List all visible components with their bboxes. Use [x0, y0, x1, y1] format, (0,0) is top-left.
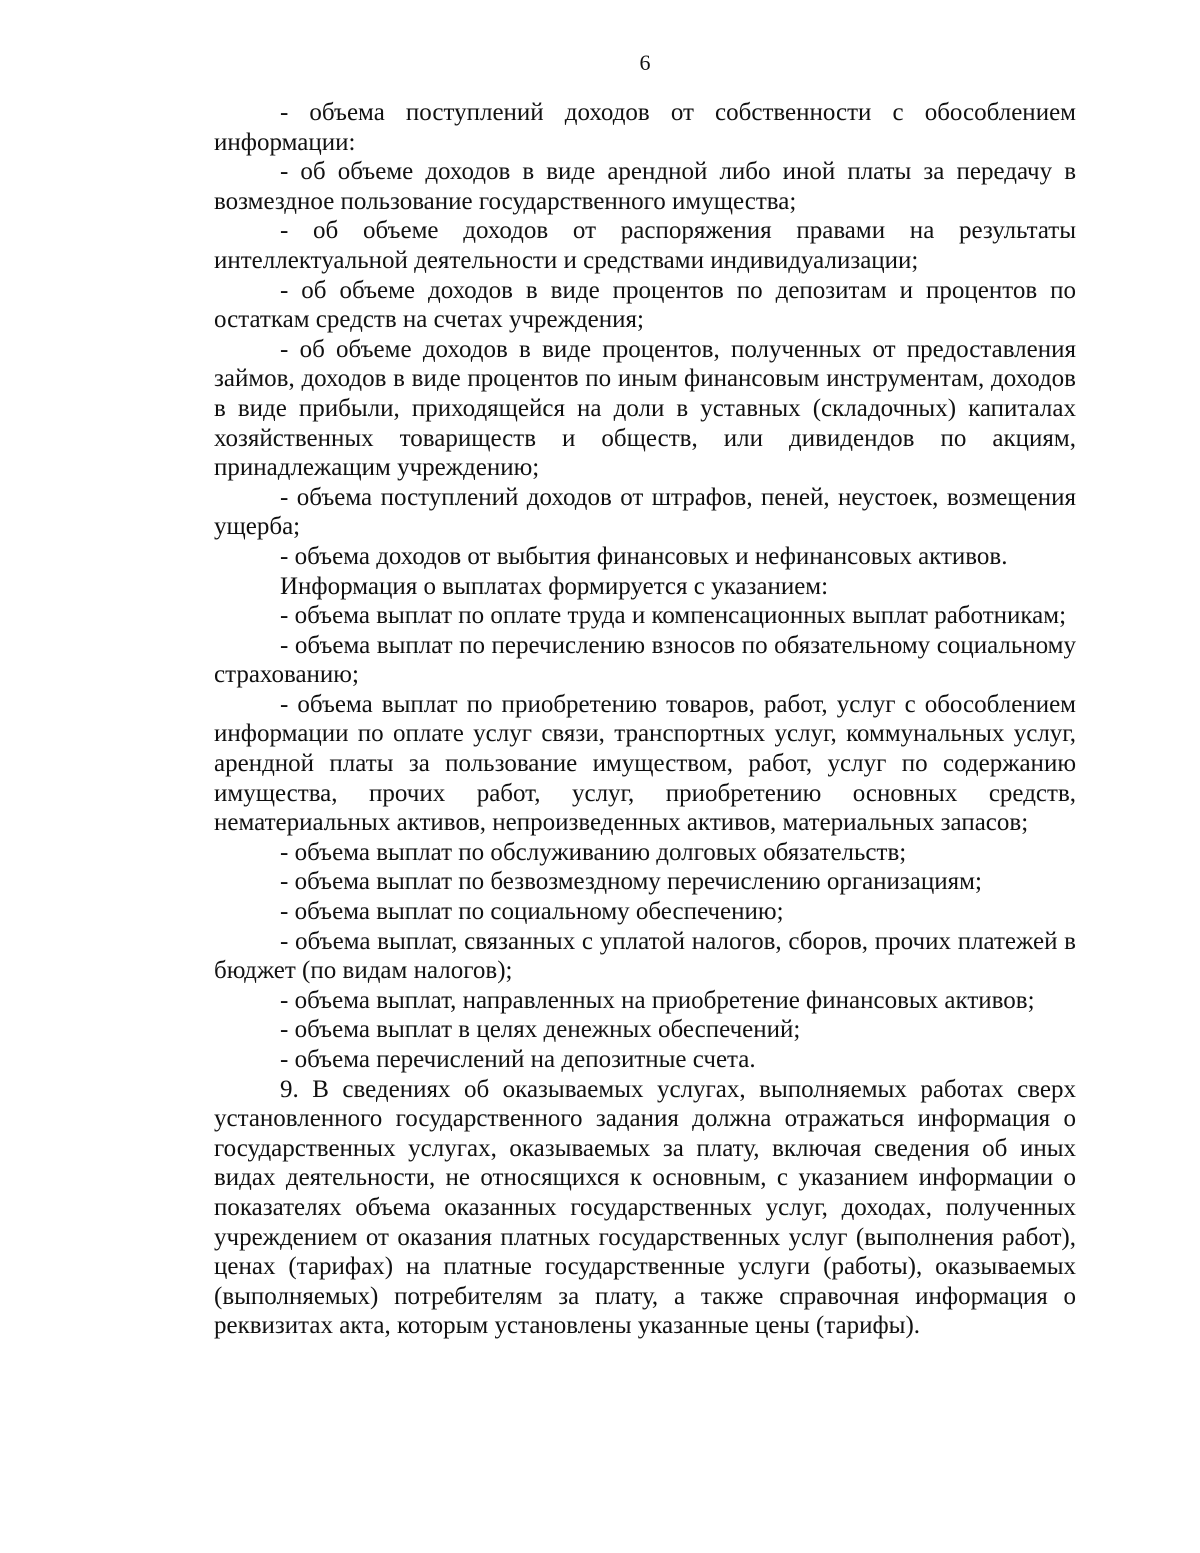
paragraph-payments-intro: Информация о выплатах формируется с указанием:	[280, 572, 829, 600]
page-number: 6	[639, 50, 651, 75]
paragraph-social-security-payments: - объема выплат по социальному обеспечению;	[280, 898, 784, 926]
paragraph-debt-service-payments: - объема выплат по обслуживанию долговых обязательств;	[280, 838, 907, 866]
paragraph-financial-assets-payments: - объема выплат, направленных на приобретение финансовых активов;	[280, 986, 1035, 1014]
paragraph-income-property: - объема поступлений доходов от собственности с обособлением информации:	[214, 99, 1076, 156]
paragraph-loan-interest-dividends: - об объеме доходов в виде процентов, полученных от предоставления займов, доходов в виде процентов по иным финансовым инструментам, доходов в виде прибыли, приходящейся на доли в уставных (складочных) капиталах хозяйственных товариществ и обществ, или дивидендов по акциям, принадлежащим учреждению;	[214, 335, 1076, 482]
paragraph-rent-income: - об объеме доходов в виде арендной либо иной платы за передачу в возмездное пользование государственного имущества;	[214, 158, 1076, 215]
paragraph-deposit-transfers: - объема перечислений на депозитные счета.	[280, 1046, 756, 1073]
paragraph-tax-payments: - объема выплат, связанных с уплатой налогов, сборов, прочих платежей в бюджет (по видам налогов);	[214, 927, 1076, 985]
paragraph-section-9-paid-services: 9. В сведениях об оказываемых услугах, выполняемых работах сверх установленного государственного задания должна отражаться информация о государственных услугах, оказываемых за плату, включая сведения об иных видах деятельности, не относящихся к основным, с указанием информации о показателях объема оказанных государственных услуг, доходах, полученных учреждением от оказания платных государственных услуг (выполнения работ), ценах (тарифах) на платные государственные услуги (работы), оказываемых (выполняемых) потребителям за плату, а также справочная информация о реквизитах акта, которым установлены указанные цены (тарифы).	[214, 1075, 1076, 1340]
paragraph-fines-income: - объема поступлений доходов от штрафов, пеней, неустоек, возмещения ущерба;	[214, 483, 1076, 541]
paragraph-asset-disposal-income: - объема доходов от выбытия финансовых и нефинансовых активов.	[280, 542, 1008, 570]
paragraph-deposit-interest: - об объеме доходов в виде процентов по депозитам и процентов по остаткам средств на счетах учреждения;	[214, 276, 1076, 334]
paragraph-gratuitous-transfers: - объема выплат по безвозмездному перечислению организациям;	[280, 868, 982, 896]
paragraph-intellectual-rights-income: - об объеме доходов от распоряжения правами на результаты интеллектуальной деятельности и средствами индивидуализации;	[214, 217, 1076, 274]
paragraph-social-insurance-payments: - объема выплат по перечислению взносов по обязательному социальному страхованию;	[214, 631, 1076, 689]
document-body	[214, 98, 1076, 1341]
paragraph-monetary-security-payments: - объема выплат в целях денежных обеспечений;	[280, 1016, 801, 1044]
paragraph-wages-payments: - объема выплат по оплате труда и компенсационных выплат работникам;	[280, 602, 1067, 630]
paragraph-goods-services-payments: - объема выплат по приобретению товаров, работ, услуг с обособлением информации по оплате услуг связи, транспортных услуг, коммунальных услуг, арендной платы за пользование имуществом, работ, услуг по содержанию имущества, прочих работ, услуг, приобретению основных средств, нематериальных активов, непроизведенных активов, материальных запасов;	[214, 690, 1076, 837]
